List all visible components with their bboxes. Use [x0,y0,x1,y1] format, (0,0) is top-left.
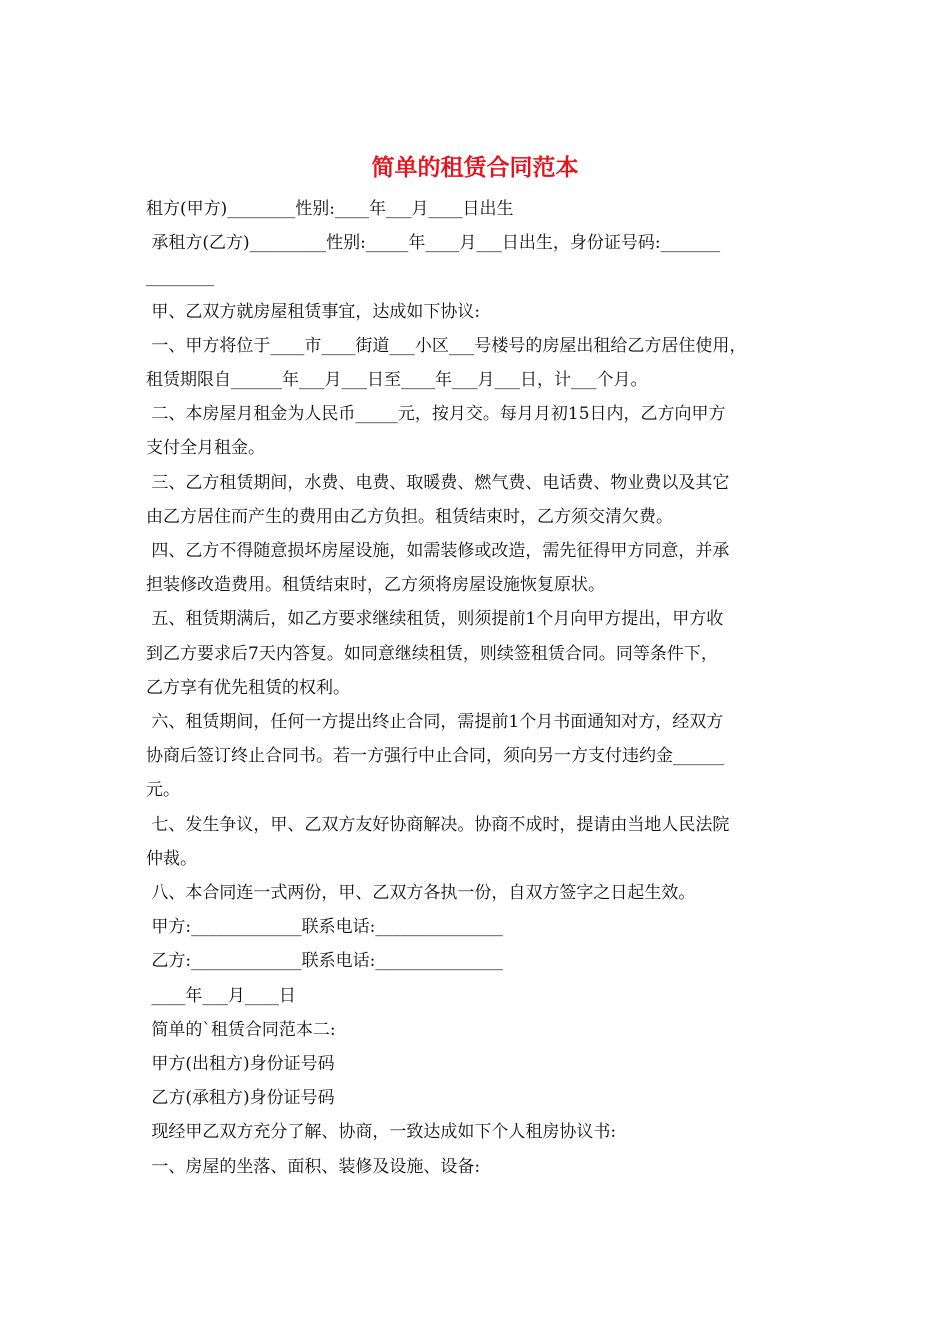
document-body [146,192,814,1184]
document-line: 甲、乙双方就房屋租赁事宜，达成如下协议: [146,301,481,322]
document-line: ________ [146,267,214,288]
document-line: 一、房屋的坐落、面积、装修及设施、设备: [146,1156,481,1177]
document-line: 简单的`租赁合同范本二: [146,1019,336,1040]
document-line: 八、本合同连一式两份，甲、乙双方各执一份，自双方签字之日起生效。 [146,883,696,904]
document-line: 乙方享有优先租赁的权利。 [146,677,350,698]
document-line: 租方(甲方)________性别:____年___月____日出生 [146,199,514,219]
document-line: 三、乙方租赁期间，水费、电费、取暖费、燃气费、电话费、物业费以及其它 [146,472,730,493]
document-line: 由乙方居住而产生的费用由乙方负担。租赁结束时，乙方须交清欠费。 [146,506,673,527]
document-line: 现经甲乙双方充分了解、协商，一致达成如下个人租房协议书: [146,1122,617,1143]
document-line: 二、本房屋月租金为人民币_____元，按月交。每月月初15日内，乙方向甲方 [146,404,726,425]
document-title: 简单的租赁合同范本 [371,154,579,181]
document-line: 四、乙方不得随意损坏房屋设施，如需装修或改造，需先征得甲方同意，并承 [146,541,730,562]
document-line: 协商后签订终止合同书。若一方强行中止合同，须向另一方支付违约金______ [146,746,724,767]
document-line: 乙方:_____________联系电话:_______________ [146,951,503,972]
document-line: 五、租赁期满后，如乙方要求继续租赁，则须提前1个月向甲方提出，甲方收 [146,609,724,630]
document-line: ____年___月____日 [146,985,296,1006]
document-line: 甲方(出租方)身份证号码 [146,1054,335,1075]
document-line: 七、发生争议，甲、乙双方友好协商解决。协商不成时，提请由当地人民法院 [146,814,730,835]
document-line: 六、租赁期间，任何一方提出终止合同，需提前1个月书面通知对方，经双方 [146,712,724,733]
document-line: 甲方:_____________联系电话:_______________ [146,917,503,938]
document-line: 乙方(承租方)身份证号码 [146,1088,335,1109]
document-line: 一、甲方将位于____市____街道___小区___号楼号的房屋出租给乙方居住使用， [146,335,747,356]
document-line: 租赁期限自______年___月___日至____年___月___日，计___个月。 [146,370,648,391]
document-line: 承租方(乙方)_________性别:_____年____月___日出生，身份证号码:_______ [146,233,721,254]
document-line: 支付全月租金。 [146,438,265,459]
document-line: 仲裁。 [146,848,197,869]
document-line: 担装修改造费用。租赁结束时，乙方须将房屋设施恢复原状。 [146,575,605,596]
document-line: 到乙方要求后7天内答复。如同意继续租赁，则续签租赁合同。同等条件下， [146,643,718,664]
document-line: 元。 [146,780,180,801]
